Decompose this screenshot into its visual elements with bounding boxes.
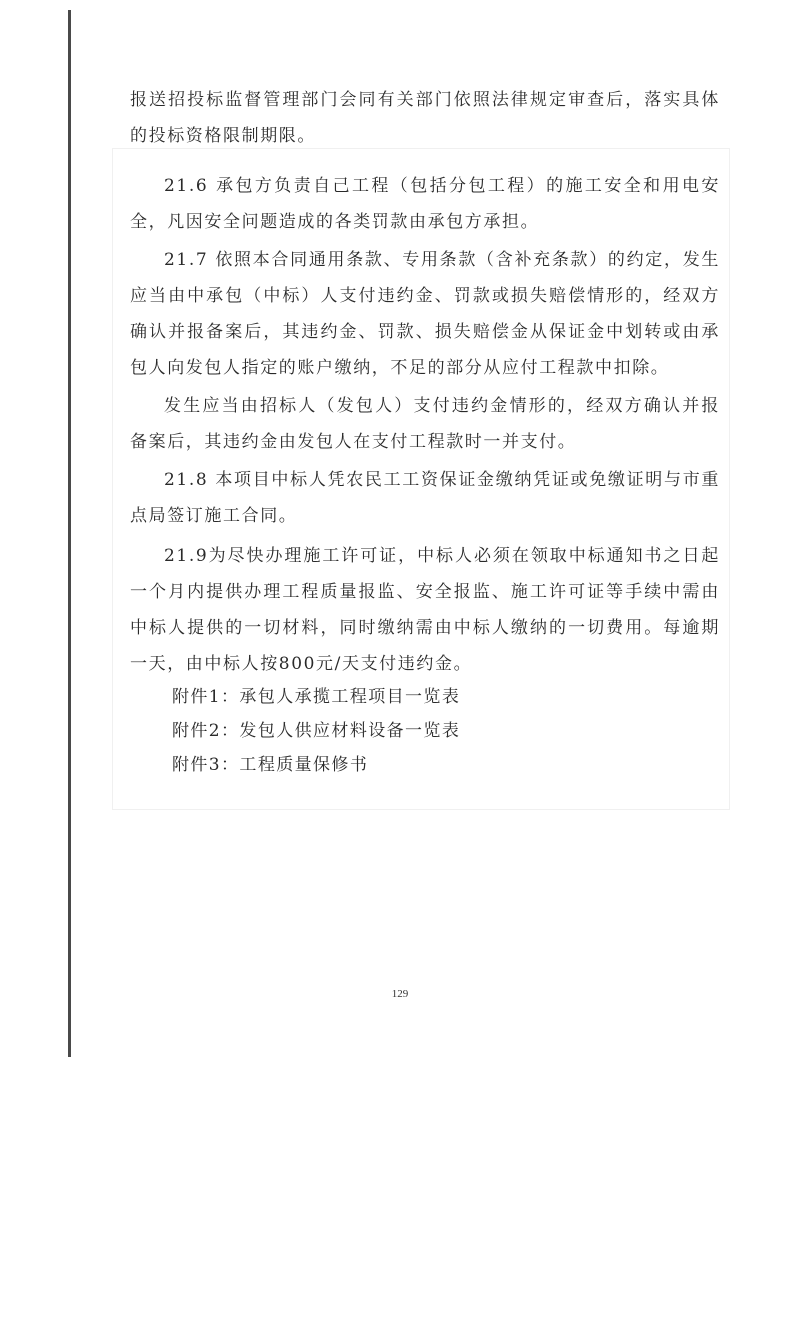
- attachment-1: 附件1：承包人承揽工程项目一览表: [172, 687, 461, 707]
- clause-21-6: 21.6 承包方负责自己工程（包括分包工程）的施工安全和用电安全，凡因安全问题造成的各类罚款由承包方承担。: [130, 176, 720, 232]
- clause-21-8: 21.8 本项目中标人凭农民工工资保证金缴纳凭证或免缴证明与市重点局签订施工合同。: [130, 470, 720, 526]
- contract-body: [130, 82, 720, 682]
- clause-21-7: 21.7 依照本合同通用条款、专用条款（含补充条款）的约定，发生应当由中承包（中标）人支付违约金、罚款或损失赔偿情形的，经双方确认并报备案后，其违约金、罚款、损失赔偿金从保证金中划转或由承包人向发包人指定的账户缴纳，不足的部分从应付工程款中扣除。: [130, 250, 720, 378]
- binding-margin-line: [68, 10, 71, 1057]
- clause-21-7-tenderer-penalty: 发生应当由招标人（发包人）支付违约金情形的，经双方确认并报备案后，其违约金由发包人在支付工程款时一并支付。: [130, 396, 720, 452]
- attachments-list: [172, 680, 460, 782]
- clause-21-9: 21.9为尽快办理施工许可证，中标人必须在领取中标通知书之日起一个月内提供办理工程质量报监、安全报监、施工许可证等手续中需由中标人提供的一切材料，同时缴纳需由中标人缴纳的一切费用。每逾期一天，由中标人按800元/天支付违约金。: [130, 546, 720, 674]
- page-number: 129: [391, 988, 409, 1000]
- paragraph-qualification-limit: 报送招投标监督管理部门会同有关部门依照法律规定审查后，落实具体的投标资格限制期限。: [130, 90, 720, 146]
- attachment-3: 附件3：工程质量保修书: [172, 755, 369, 775]
- attachment-2: 附件2：发包人供应材料设备一览表: [172, 721, 461, 741]
